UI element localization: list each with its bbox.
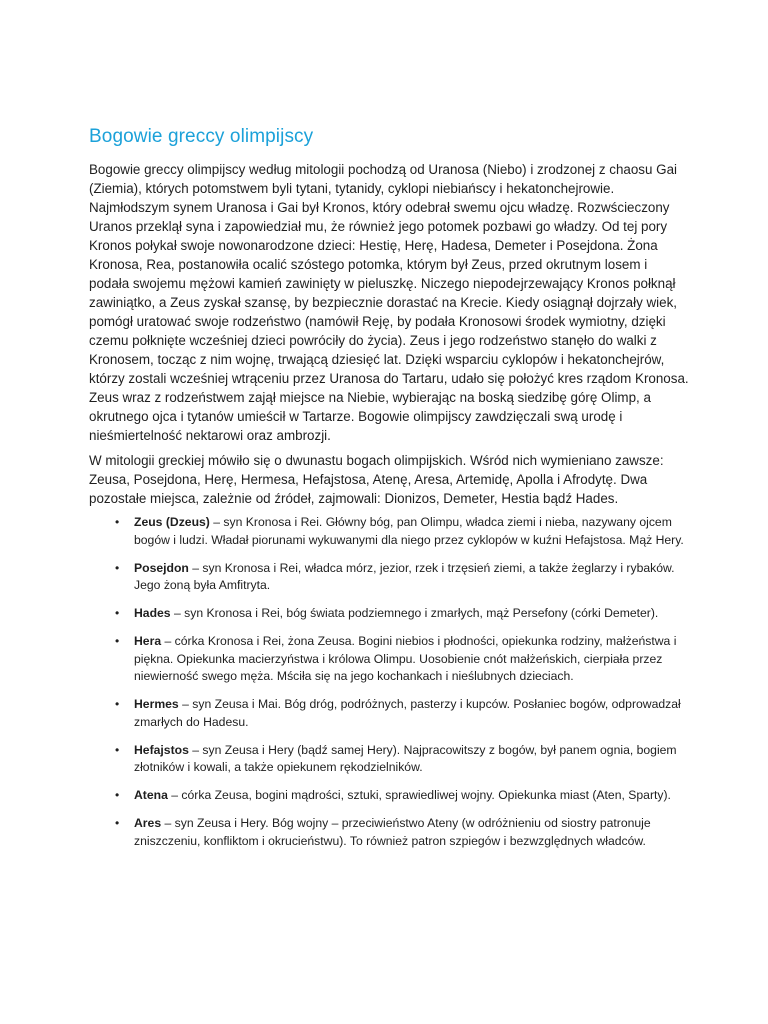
bullet: •: [115, 697, 120, 711]
list-item-hefajstos: [89, 742, 689, 777]
intro-paragraph: Bogowie greccy olimpijscy według mitologii pochodzą od Uranosa (Niebo) i zrodzonej z chaosu Gai (Ziemia), których potomstwem byli tytani, tytanidy, cyklopi niebiańscy i hekatonchejrowie. Najmłodszym synem Uranosa i Gai był Kronos, który odebrał swemu ojcu władzę. Rozwścieczony Uranos przeklął syna i zapowiedział mu, że również jego potomek pozbawi go władzy. Od tej pory Kronos połykał swoje nowonarodzone dzieci: Hestię, Herę, Hadesa, Demeter i Posejdona. Żona Kronosa, Rea, postanowiła ocalić szóstego potomka, którym był Zeus, przed okrutnym losem i podała swojemu mężowi kamień zawinięty w pieluszkę. Niczego niepodejrzewający Kronos połknął zawiniątko, a Zeus zyskał szansę, by bezpiecznie dorastać na Krecie. Kiedy osiągnął dojrzały wiek, pomógł uratować swoje rodzeństwo (namówił Reję, by podała Kronosowi środek wymiotny, dzięki czemu połknięte wcześniej dzieci powróciły do życia). Zeus i jego rodzeństwo stanęło do walki z Kronosem, tocząc z nim wojnę, trwającą dziesięć lat. Dzięki wsparciu cyklopów i hekatonchejrów, którzy zostali wcześniej wtrąceniu przez Uranosa do Tartaru, udało się położyć kres rządom Kronosa. Zeus wraz z rodzeństwem zajął miejsce na Niebie, wybierając na boską siedzibę górę Olimp, a okrutnego ojca i tytanów umieścił w Tartarze. Bogowie olimpijscy zawdzięczali swą urodę i nieśmiertelność nektarowi oraz ambrozji.: [89, 162, 689, 443]
bullet: •: [115, 606, 120, 620]
god-name: Hefajstos: [134, 742, 189, 757]
god-description: – syn Kronosa i Rei. Główny bóg, pan Olimpu, władca ziemi i nieba, nazywany ojcem bogów i ludzi. Władał piorunami wykuwanymi dla niego przez cyklopów w kuźni Hefajstosa. Mąż Hery.: [134, 515, 684, 547]
page-title: Bogowie greccy olimpijscy: [89, 126, 314, 147]
god-name: Ares: [134, 816, 162, 830]
god-description: – syn Zeusa i Hery. Bóg wojny – przeciwieństwo Ateny (w odróżnieniu od siostry patronuje zniszczeniu, konfliktom i okrucieństwu). To również patron szpiegów i bezwzględnych władców.: [134, 816, 651, 848]
list-item-ares: [89, 815, 689, 850]
olympians-paragraph: W mitologii greckiej mówiło się o dwunastu bogach olimpijskich. Wśród nich wymieniano zawsze: Zeusa, Posejdona, Herę, Hermesa, Hefajstosa, Atenę, Aresa, Artemidę, Apolla i Afrodytę. Dwa pozostałe miejsca, zależnie od źródeł, zajmowali: Dionizos, Demeter, Hestia bądź Hades.: [89, 453, 664, 506]
god-description: – córka Zeusa, bogini mądrości, sztuki, sprawiedliwej wojny. Opiekunka miast (Aten, Sparty).: [167, 788, 671, 802]
bullet: •: [115, 515, 120, 529]
list-item-hermes: [89, 696, 689, 731]
god-description: – syn Kronosa i Rei, władca mórz, jezior, rzek i trzęsień ziemi, a także żeglarzy i rybaków. Jego żoną była Amfitryta.: [134, 560, 675, 592]
god-description: – syn Zeusa i Hery (bądź samej Hery). Najpracowitszy z bogów, był panem ognia, bogiem złotników i kowali, a także opiekunem rękodzielników.: [134, 742, 677, 774]
gods-list: [89, 514, 689, 861]
list-item-hera: [89, 633, 689, 686]
list-item-atena: [89, 787, 689, 805]
god-description: – córka Kronosa i Rei, żona Zeusa. Bogini niebios i płodności, opiekunka rodziny, małżeństwa i piękna. Opiekunka macierzyństwa i królowa Olimpu. Uosobienie cnót małżeńskich, cierpiała przez niewierność swego męża. Mściła się na jego kochankach i nieślubnych dzieciach.: [134, 634, 677, 683]
god-name: Atena: [134, 788, 168, 802]
god-name: Posejdon: [134, 560, 189, 575]
god-name: Hermes: [134, 697, 179, 711]
bullet: •: [115, 742, 120, 757]
list-item-posejdon: [89, 560, 689, 595]
list-item-hades: [89, 605, 689, 623]
god-name: Zeus (Dzeus): [134, 515, 210, 529]
god-name: Hades: [134, 606, 171, 620]
god-description: – syn Zeusa i Mai. Bóg dróg, podróżnych, pasterzy i kupców. Posłaniec bogów, odprowadzał zmarłych do Hadesu.: [134, 697, 681, 729]
bullet: •: [115, 788, 120, 802]
bullet: •: [115, 634, 120, 648]
bullet: •: [115, 560, 120, 575]
list-item-zeus: [89, 514, 689, 549]
god-description: – syn Kronosa i Rei, bóg świata podziemnego i zmarłych, mąż Persefony (córki Demeter).: [170, 606, 659, 620]
bullet: •: [115, 816, 120, 830]
god-name: Hera: [134, 634, 162, 648]
